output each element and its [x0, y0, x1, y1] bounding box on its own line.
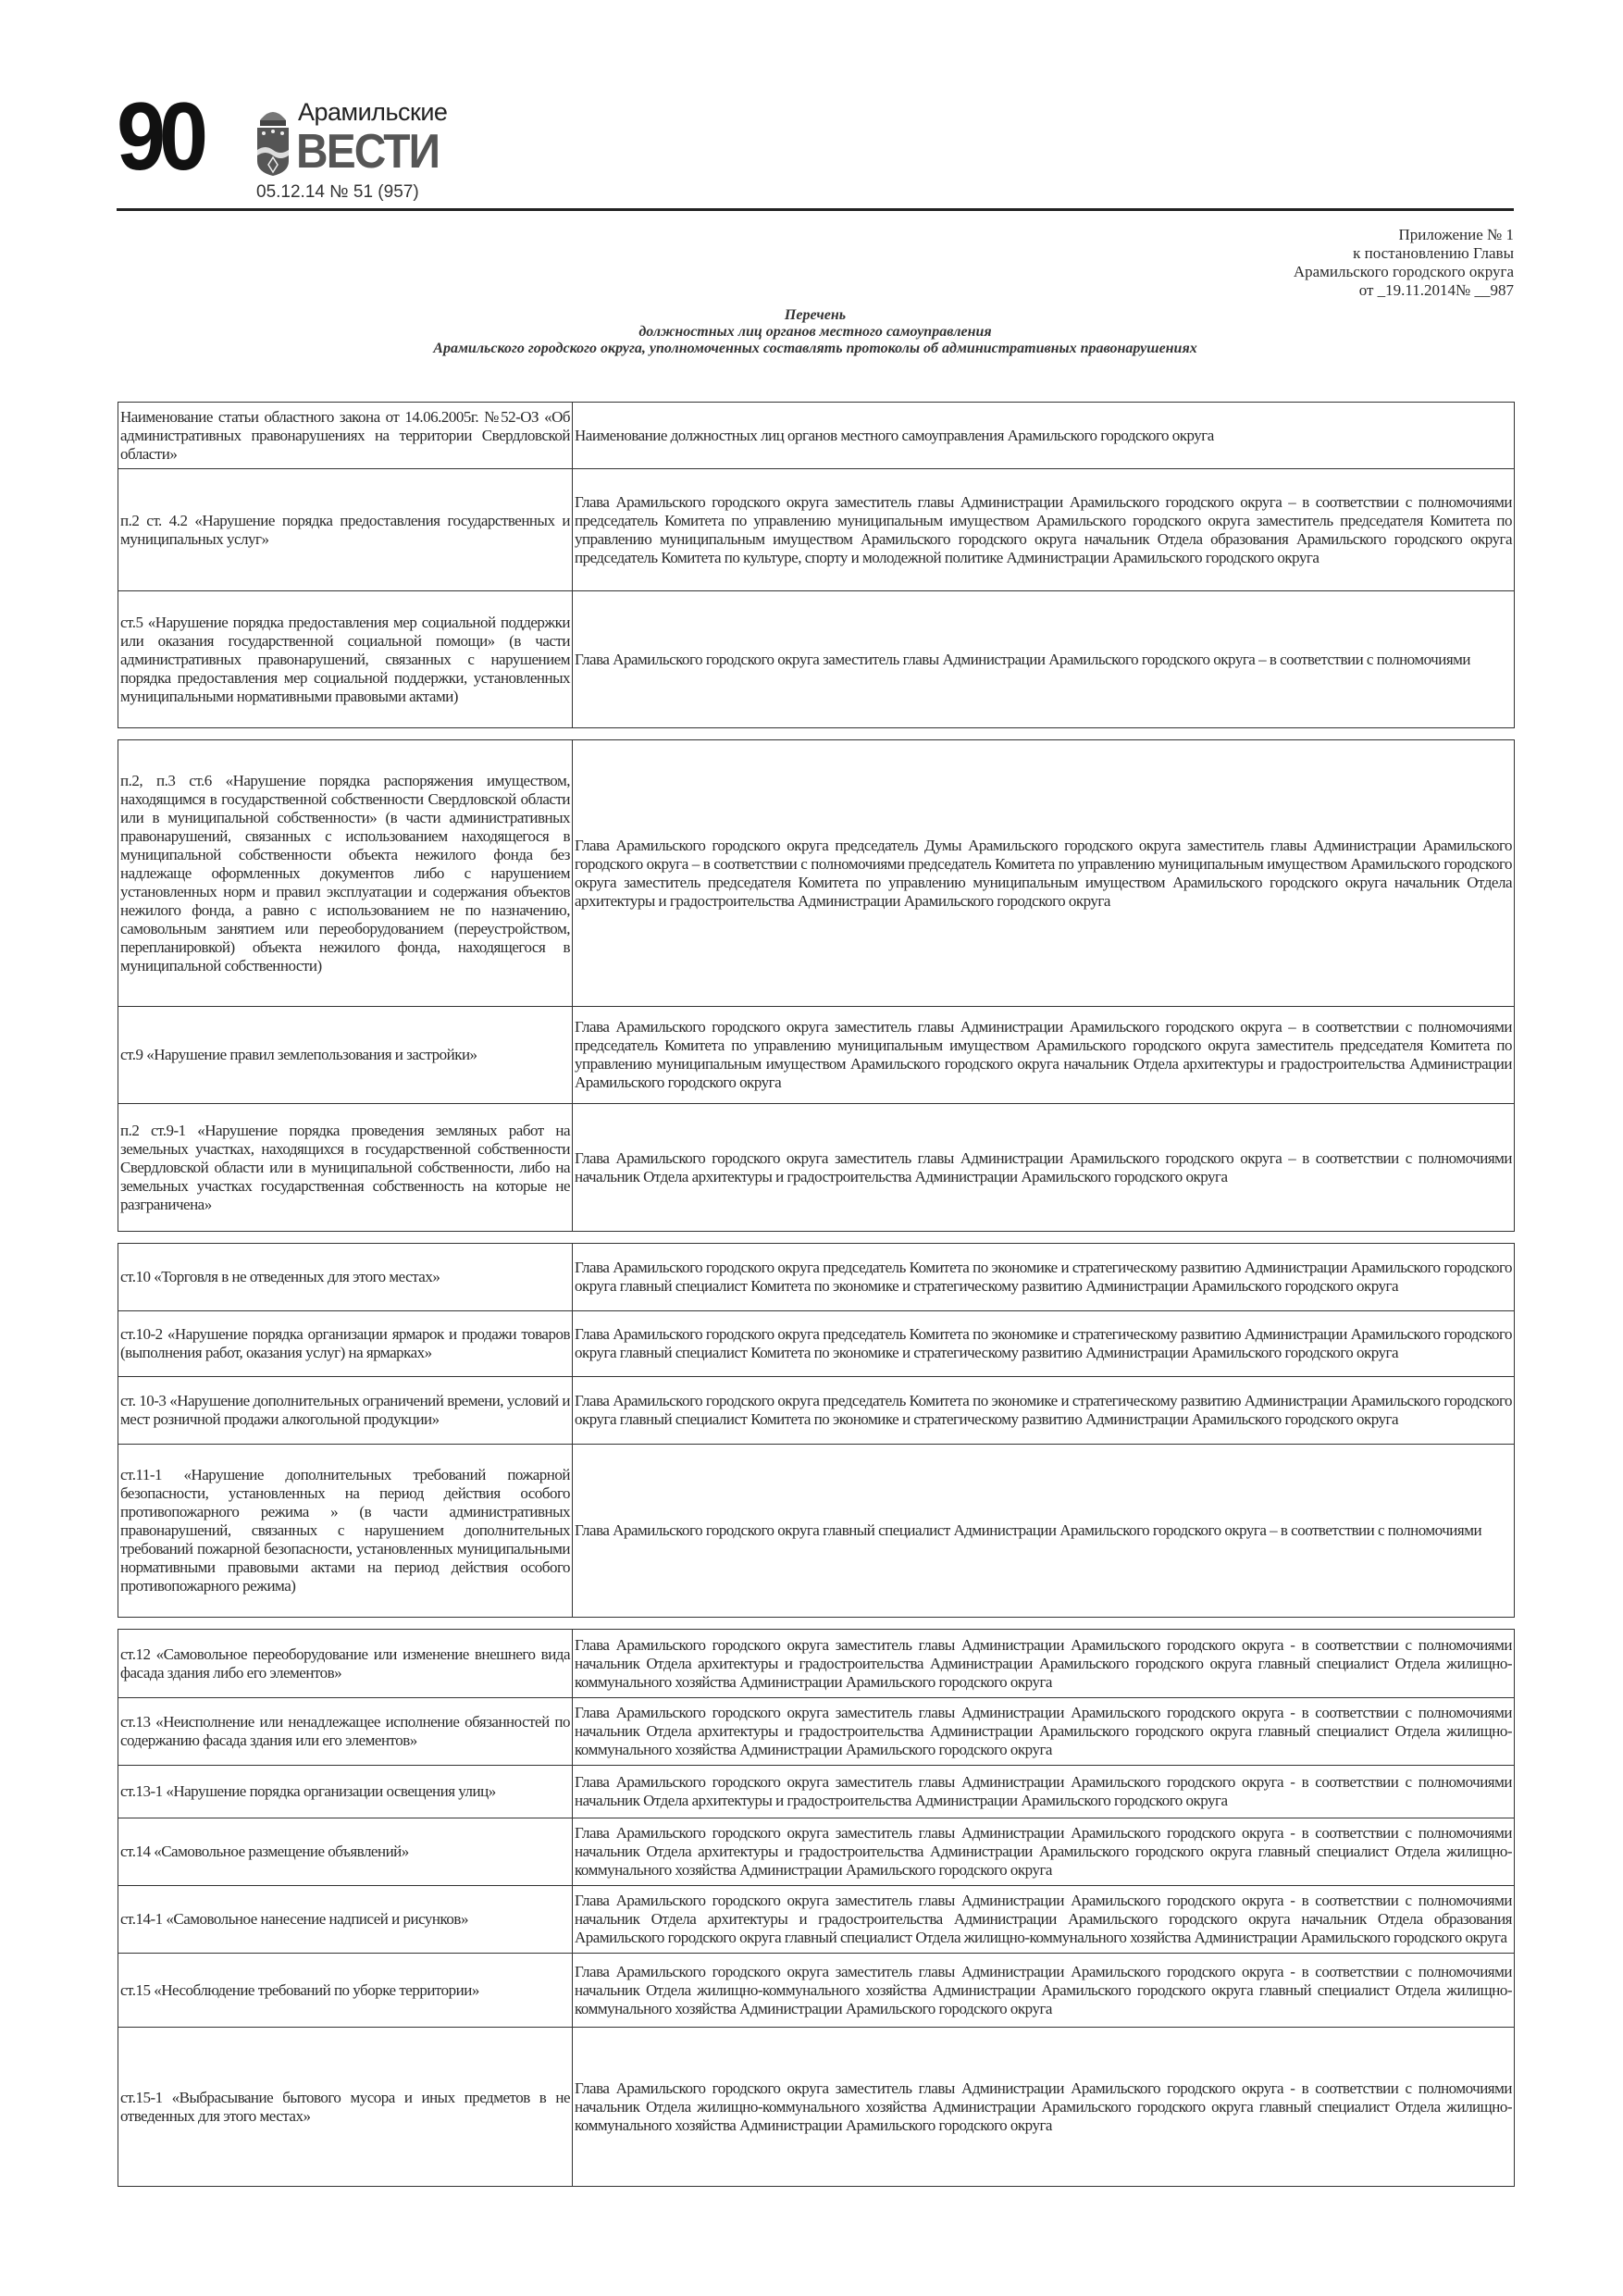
- issue-date-number: 05.12.14 № 51 (957): [256, 182, 419, 202]
- coat-of-arms-icon: [254, 104, 291, 178]
- article-cell: ст.14-1 «Самовольное нанесение надписей и рисунков»: [118, 1886, 573, 1954]
- article-cell: ст.15-1 «Выбрасывание бытового мусора и иных предметов в не отведенных для этого местах»: [118, 2028, 573, 2187]
- officials-cell: Глава Арамильского городского округа заместитель главы Администрации Арамильского городского округа - в соответствии с полномочиями начальник Отдела архитектуры и градостроительства Администрации Арамильского городского округа главный специалист Отдела жилищно-коммунального хозяйства Администрации Арамильского городского округа: [573, 1818, 1515, 1886]
- officials-table: [118, 1629, 1515, 2187]
- table-row: [118, 1886, 1515, 1954]
- officials-cell: Глава Арамильского городского округа главный специалист Администрации Арамильского городского округа – в соответствии с полномочиями: [573, 1445, 1515, 1618]
- article-cell: ст.14 «Самовольное размещение объявлений»: [118, 1818, 573, 1886]
- table-row: [118, 2028, 1515, 2187]
- article-cell: Наименование статьи областного закона от 14.06.2005г. №52-ОЗ «Об административных правонарушениях на территории Свердловской области»: [118, 403, 573, 469]
- officials-cell: Глава Арамильского городского округа заместитель главы Администрации Арамильского городского округа – в соответствии с полномочиями: [573, 591, 1515, 728]
- officials-cell: Глава Арамильского городского округа заместитель главы Администрации Арамильского городского округа - в соответствии с полномочиями начальник Отдела жилищно-коммунального хозяйства Администрации Арамильского городского округа главный специалист Отдела жилищно-коммунального хозяйства Администрации Арамильского городского округа: [573, 1954, 1515, 2028]
- officials-cell: Наименование должностных лиц органов местного самоуправления Арамильского городского округа: [573, 403, 1515, 469]
- officials-cell: Глава Арамильского городского округа председатель Комитета по экономике и стратегическому развитию Администрации Арамильского городского округа главный специалист Комитета по экономике и стратегическому развитию Администрации Арамильского городского округа: [573, 1377, 1515, 1445]
- article-cell: ст.9 «Нарушение правил землепользования и застройки»: [118, 1007, 573, 1104]
- title-line: должностных лиц органов местного самоуправления: [638, 324, 992, 340]
- table-row: [118, 1698, 1515, 1766]
- officials-cell: Глава Арамильского городского округа заместитель главы Администрации Арамильского городского округа – в соответствии с полномочиями председатель Комитета по управлению муниципальным имуществом Арамильского городского округа заместитель председателя Комитета по управлению муниципальным имуществом Арамильского городского округа начальник Отдела образования Арамильского городского округа председатель Комитета по культуре, спорту и молодежной политике Администрации Арамильского городского округа: [573, 469, 1515, 591]
- title-line: Арамильского городского округа, уполномоченных составлять протоколы об административных правонарушениях: [433, 341, 1197, 356]
- annex-reference: [1294, 226, 1514, 300]
- table-header-row: [118, 403, 1515, 469]
- logo-title: ВЕСТИ: [296, 125, 440, 179]
- annex-line: к постановлению Главы: [1353, 244, 1514, 262]
- table-row: [118, 1104, 1515, 1232]
- table-row: [118, 1311, 1515, 1377]
- article-cell: ст.5 «Нарушение порядка предоставления мер социальной поддержки или оказания государственной социальной помощи» (в части административных правонарушений, связанных с нарушением порядка предоставления мер социальной поддержки, установленных муниципальными нормативными правовыми актами): [118, 591, 573, 728]
- header-divider: [117, 208, 1514, 211]
- table-row: [118, 1630, 1515, 1698]
- officials-cell: Глава Арамильского городского округа председатель Комитета по экономике и стратегическому развитию Администрации Арамильского городского округа главный специалист Комитета по экономике и стратегическому развитию Администрации Арамильского городского округа: [573, 1244, 1515, 1311]
- officials-cell: Глава Арамильского городского округа заместитель главы Администрации Арамильского городского округа - в соответствии с полномочиями начальник Отдела архитектуры и градостроительства Администрации Арамильского городского округа: [573, 1766, 1515, 1818]
- table-row: [118, 1244, 1515, 1311]
- annex-line: Арамильского городского округа: [1293, 263, 1514, 280]
- officials-cell: Глава Арамильского городского округа заместитель главы Администрации Арамильского городского округа - в соответствии с полномочиями начальник Отдела архитектуры и градостроительства Администрации Арамильского городского округа главный специалист Отдела жилищно-коммунального хозяйства Администрации Арамильского городского округа: [573, 1698, 1515, 1766]
- article-cell: ст.15 «Несоблюдение требований по уборке территории»: [118, 1954, 573, 2028]
- table-row: [118, 591, 1515, 728]
- article-cell: ст.13-1 «Нарушение порядка организации освещения улиц»: [118, 1766, 573, 1818]
- table-row: [118, 1445, 1515, 1618]
- annex-line: от _19.11.2014№ __987: [1358, 281, 1514, 299]
- table-row: [118, 1818, 1515, 1886]
- officials-cell: Глава Арамильского городского округа заместитель главы Администрации Арамильского городского округа – в соответствии с полномочиями председатель Комитета по управлению муниципальным имуществом Арамильского городского округа заместитель председателя Комитета по управлению муниципальным имуществом Арамильского городского округа начальник Отдела архитектуры и градостроительства Администрации Арамильского городского округа: [573, 1007, 1515, 1104]
- article-cell: п.2, п.3 ст.6 «Нарушение порядка распоряжения имуществом, находящимся в государственной собственности Свердловской области или в муниципальной собственности» (в части административных правонарушений, связанных с использованием находящегося в муниципальной собственности объекта нежилого фонда без надлежаще оформленных документов либо с нарушением установленных норм и правил эксплуатации и содержания объектов нежилого фонда, а равно с использованием не по назначению, самовольным занятием или переоборудованием (переустройством, перепланировкой) объекта нежилого фонда, находящегося в муниципальной собственности): [118, 740, 573, 1007]
- annex-line: Приложение № 1: [1398, 226, 1514, 243]
- document-title: [117, 307, 1514, 357]
- officials-table: [118, 1243, 1515, 1618]
- article-cell: ст. 10-3 «Нарушение дополнительных ограничений времени, условий и мест розничной продажи алкогольной продукции»: [118, 1377, 573, 1445]
- table-row: [118, 469, 1515, 591]
- officials-table: [118, 402, 1515, 728]
- officials-tables: [118, 402, 1515, 2198]
- table-row: [118, 1766, 1515, 1818]
- title-line: Перечень: [784, 307, 847, 323]
- article-cell: ст.11-1 «Нарушение дополнительных требований пожарной безопасности, установленных на период действия особого противопожарного режима » (в части административных правонарушений, связанных с нарушением дополнительных требований пожарной безопасности, установленных муниципальными нормативными правовыми актами на период действия особого противопожарного режима): [118, 1445, 573, 1618]
- officials-cell: Глава Арамильского городского округа председатель Комитета по экономике и стратегическому развитию Администрации Арамильского городского округа главный специалист Комитета по экономике и стратегическому развитию Администрации Арамильского городского округа: [573, 1311, 1515, 1377]
- article-cell: ст.10-2 «Нарушение порядка организации ярмарок и продажи товаров (выполнения работ, оказания услуг) на ярмарках»: [118, 1311, 573, 1377]
- logo-subtitle: Арамильские: [298, 98, 448, 126]
- table-row: [118, 1377, 1515, 1445]
- officials-cell: Глава Арамильского городского округа председатель Думы Арамильского городского округа заместитель главы Администрации Арамильского городского округа – в соответствии с полномочиями председатель Комитета по управлению муниципальным имуществом Арамильского городского округа заместитель председателя Комитета по управлению муниципальным имуществом Арамильского городского округа начальник Отдела архитектуры и градостроительства Администрации Арамильского городского округа: [573, 740, 1515, 1007]
- article-cell: ст.12 «Самовольное переоборудование или изменение внешнего вида фасада здания либо его элементов»: [118, 1630, 573, 1698]
- officials-cell: Глава Арамильского городского округа заместитель главы Администрации Арамильского городского округа - в соответствии с полномочиями начальник Отдела архитектуры и градостроительства Администрации Арамильского городского округа главный специалист Отдела жилищно-коммунального хозяйства Администрации Арамильского городского округа: [573, 1630, 1515, 1698]
- article-cell: ст.13 «Неисполнение или ненадлежащее исполнение обязанностей по содержанию фасада здания или его элементов»: [118, 1698, 573, 1766]
- officials-table: [118, 739, 1515, 1232]
- article-cell: п.2 ст. 4.2 «Нарушение порядка предоставления государственных и муниципальных услуг»: [118, 469, 573, 591]
- table-row: [118, 740, 1515, 1007]
- article-cell: ст.10 «Торговля в не отведенных для этого местах»: [118, 1244, 573, 1311]
- page-number: 90: [117, 83, 202, 191]
- table-row: [118, 1954, 1515, 2028]
- table-row: [118, 1007, 1515, 1104]
- article-cell: п.2 ст.9-1 «Нарушение порядка проведения земляных работ на земельных участках, находящихся в государственной собственности Свердловской области или в муниципальной собственности, либо на земельных участках государственная собственность на которые не разграничена»: [118, 1104, 573, 1232]
- officials-cell: Глава Арамильского городского округа заместитель главы Администрации Арамильского городского округа - в соответствии с полномочиями начальник Отдела архитектуры и градостроительства Администрации Арамильского городского округа начальник Отдела образования Арамильского городского округа главный специалист Отдела жилищно-коммунального хозяйства Администрации Арамильского городского округа: [573, 1886, 1515, 1954]
- officials-cell: Глава Арамильского городского округа заместитель главы Администрации Арамильского городского округа – в соответствии с полномочиями начальник Отдела архитектуры и градостроительства Администрации Арамильского городского округа: [573, 1104, 1515, 1232]
- officials-cell: Глава Арамильского городского округа заместитель главы Администрации Арамильского городского округа - в соответствии с полномочиями начальник Отдела жилищно-коммунального хозяйства Администрации Арамильского городского округа главный специалист Отдела жилищно-коммунального хозяйства Администрации Арамильского городского округа: [573, 2028, 1515, 2187]
